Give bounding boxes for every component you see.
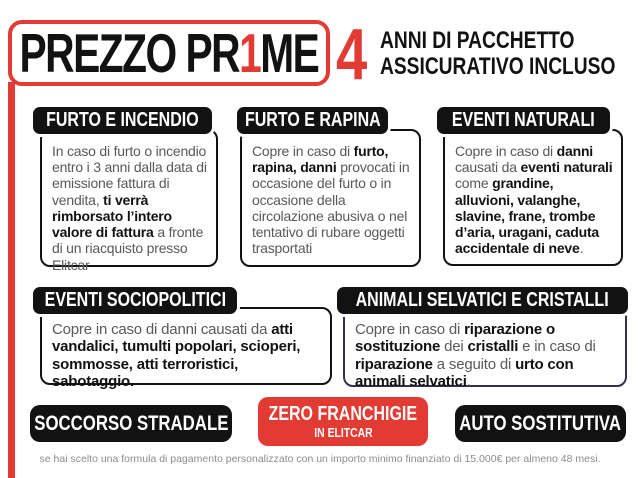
badge-label-line1: ZERO FRANCHIGIE [268,403,418,425]
section-title-eventi-sociopolitici [33,287,237,314]
section-body-furto-incendio: In caso di furto o incendio entro i 3 anni dalla data di emissione fattura di vendita, ti verrà rimborsato l’intero valore di fattura a fronte di un riacquisto presso Elitcar [52,143,207,273]
page-title: PREZZO PR1ME [19,22,319,84]
section-card-furto-rapina [240,129,421,267]
badge-label-line2: IN ELITCAR [313,425,373,440]
section-body-animali-selvatici-cristalli: Copre in caso di riparazione o sostituzione dei cristalli e in caso di riparazione a seguito di urto con animali selvatici. [355,321,596,391]
section-title-label: ANIMALI SELVATICI E CRISTALLI [355,289,610,311]
section-card-animali-selvatici-cristalli [343,307,627,391]
badge-auto-sostitutiva [455,405,626,442]
section-card-eventi-naturali [443,129,623,266]
badge-soccorso-stradale [30,405,232,442]
offer-text [380,28,640,80]
fineprint: se hai scelto una formula di pagamento personalizzato con un importo minimo finanziato di 15.000€ per almeno 48 mesi. [39,453,601,465]
section-body-eventi-sociopolitici: Copre in caso di danni causati da atti vandalici, tumulti popolari, scioperi, sommosse, atti terroristici, sabotaggio. [52,321,301,391]
offer-years: 4 [336,15,368,95]
section-body-furto-rapina: Copre in caso di furto, rapina, danni provocati in occasione del furto o in occasione della circolazione abusiva o nel tentativo di rubare oggetti trasportati [252,143,410,257]
offer-line-1: ANNI DI PACCHETTO [380,27,575,54]
section-title-eventi-naturali [437,107,610,134]
section-title-label: FURTO E INCENDIO [46,109,199,131]
section-body-eventi-naturali: Copre in caso di danni causati da eventi naturali come grandine, alluvioni, valanghe, slavine, frane, trombe d’aria, uragani, caduta accidentale di neve. [455,143,613,257]
title-box [8,20,330,86]
left-accent-bar [8,82,15,478]
section-card-furto-incendio [40,129,218,273]
offer-header [336,15,640,95]
section-card-eventi-sociopolitici [40,307,332,391]
section-title-furto-rapina [237,107,388,134]
section-title-animali-selvatici-cristalli [337,287,628,314]
section-title-furto-incendio [33,107,212,134]
section-title-label: FURTO E RAPINA [244,109,381,131]
badge-label: AUTO SOSTITUTIVA [459,411,622,435]
section-title-label: EVENTI NATURALI [452,109,595,131]
badge-label: SOCCORSO STRADALE [33,411,229,435]
section-title-label: EVENTI SOCIOPOLITICI [44,289,226,311]
offer-line-2: ASSICURATIVO INCLUSO [380,53,616,80]
badge-zero-franchigie [258,397,428,446]
